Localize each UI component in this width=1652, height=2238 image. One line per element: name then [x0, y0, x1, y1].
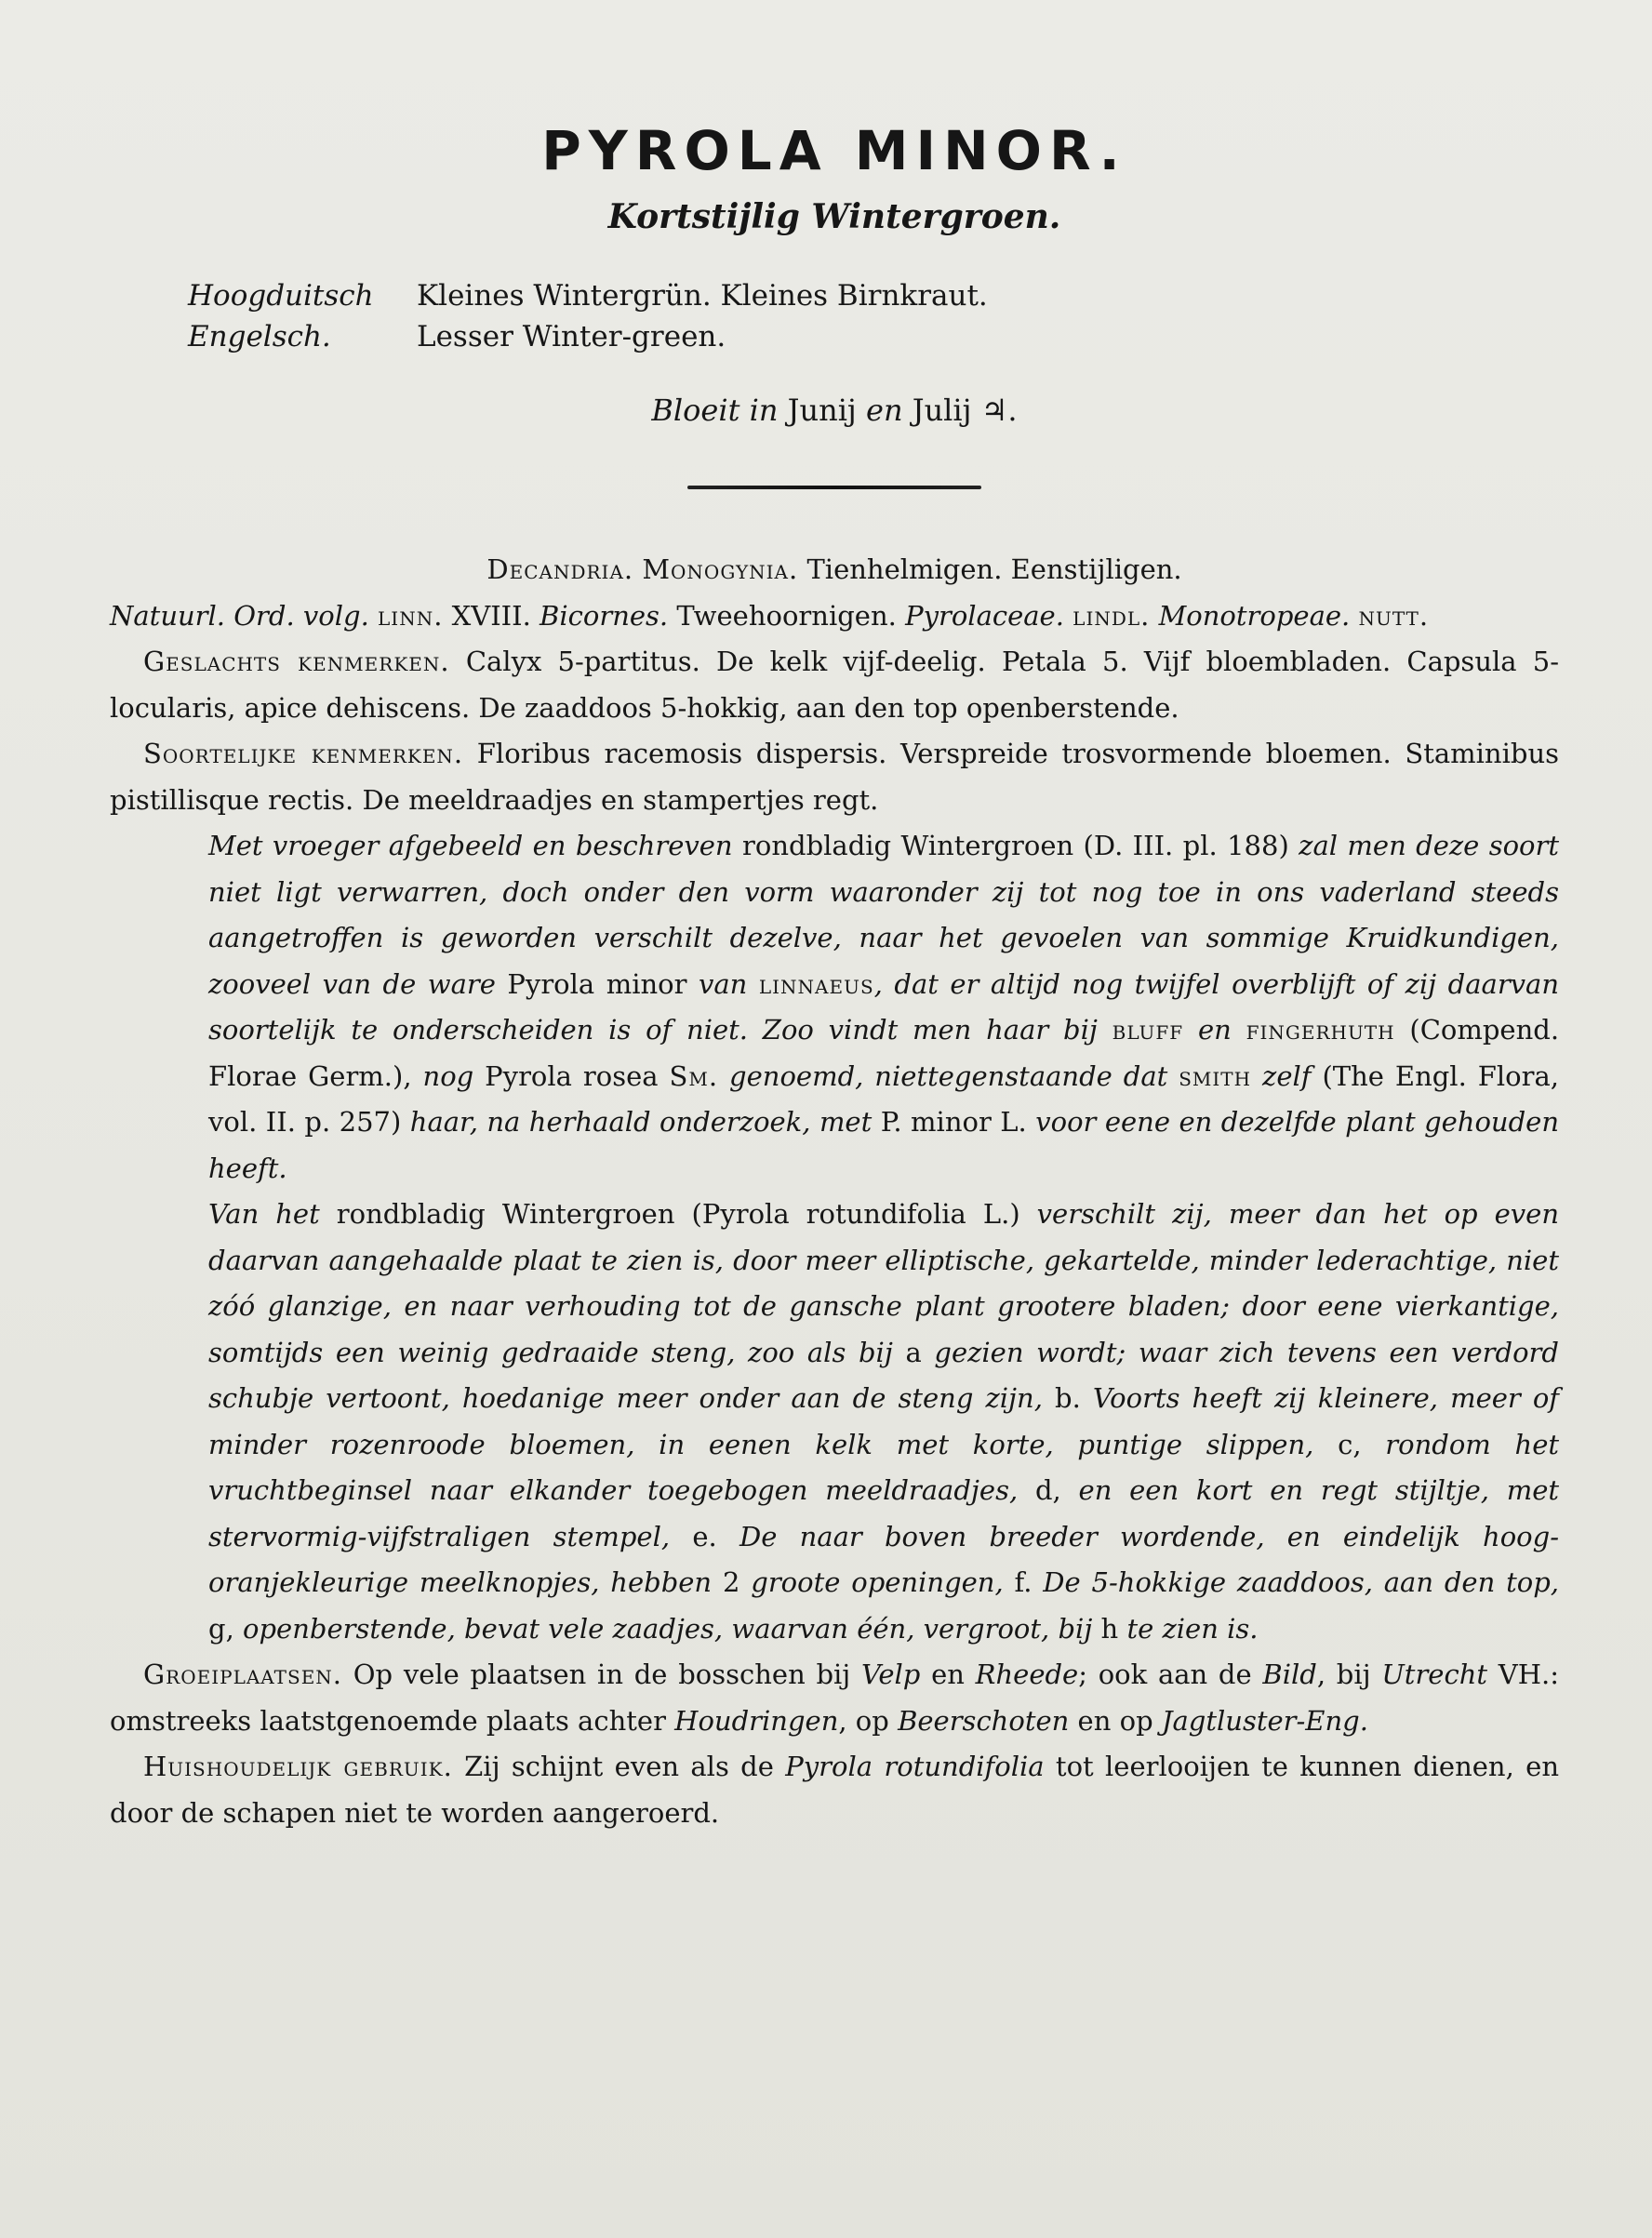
name-row	[188, 316, 988, 357]
household-use-paragraph	[110, 1744, 1559, 1836]
text-span: en	[1197, 1014, 1232, 1046]
natural-order-line	[110, 593, 1559, 640]
classification-line	[110, 547, 1559, 593]
vernacular-names	[188, 275, 988, 357]
figure-ref: d,	[1034, 1474, 1061, 1506]
classification-dutch: Tienhelmigen. Eenstijligen.	[806, 553, 1182, 585]
figure-ref: a	[905, 1336, 922, 1368]
order-dutch: Tweehoornigen.	[676, 599, 897, 632]
bloom-period	[110, 393, 1559, 428]
text-span: zal men deze soort niet ligt verwarren, doch onder den vorm waaronder zij tot nog toe in ons vaderland steeds aangetroffen is geworden verschilt dezelve, naar het gevoelen van sommige Kruidkundigen, zooveel van de ware	[208, 830, 1560, 1000]
page-title: PYROLA MINOR.	[541, 119, 1127, 182]
bloom-en: en	[866, 393, 903, 428]
bloom-in: in	[749, 393, 779, 428]
place-name: Rheede	[975, 1659, 1079, 1690]
author-name: linnaeus	[758, 967, 874, 1000]
text-span: en een kort en regt stijltje, met stervormig-vijfstraligen stempel,	[208, 1474, 1560, 1552]
order-number: XVIII.	[451, 599, 531, 632]
text-span: openberstende, bevat vele zaadjes, waarvan één, vergroot, bij	[243, 1612, 1093, 1645]
genus-characters	[110, 639, 1559, 731]
figure-ref: c,	[1338, 1428, 1362, 1460]
name-row	[188, 275, 988, 316]
text-span: Pyrola minor	[507, 967, 687, 1000]
text-span: (The Engl. Flora, vol. II. p. 257)	[208, 1059, 1559, 1138]
text-span: rondbladig Wintergroen (Pyrola rotundifolia L.)	[336, 1198, 1020, 1230]
figure-ref: g,	[208, 1612, 234, 1645]
species-name: Pyrola rotundifolia	[785, 1751, 1045, 1782]
text-span: Pyrola rosea	[485, 1059, 659, 1092]
text-span: verschilt zij, meer dan het op even daarvan aangehaalde plaat te zien is, door meer elliptische, gekartelde, minder lederachtige, niet zóó glanzige, en naar verhouding tot de gansche plant grootere bladen; door eene vierkantige, somtijds een weinig gedraaide steng, zoo als bij	[208, 1198, 1559, 1368]
perennial-symbol-icon: ♃.	[980, 393, 1018, 428]
habitat-label: Groeiplaatsen.	[143, 1659, 343, 1690]
text-span: rondbladig Wintergroen (D. III. pl. 188)	[742, 830, 1289, 861]
place-name: Jagtluster-Eng.	[1161, 1704, 1368, 1737]
text-span: gezien wordt; waar zich tevens een verdord schubje vertoont, hoedanige meer onder aan de steng zijn,	[208, 1336, 1559, 1414]
text-span: De naar boven breeder wordende, en eindelijk hoog-oranjekleurige meelknopjes, hebben	[208, 1520, 1560, 1598]
text-span: rondom het vruchtbeginsel naar elkander toegebogen meeldraadjes,	[208, 1428, 1560, 1506]
language-label: Engelsch.	[188, 320, 331, 353]
text-span: ; ook aan de	[1078, 1659, 1252, 1690]
author-lindl: lindl.	[1072, 599, 1151, 632]
species-text: Floribus racemosis dispersis. Verspreide trosvormende bloemen. Staminibus pistillisque rectis. De meeldraadjes en stampertjes regt.	[110, 738, 1560, 816]
bloom-month: Junij	[787, 393, 857, 428]
place-name: Velp	[861, 1659, 921, 1690]
class-name: Decandria.	[486, 553, 634, 585]
habitat-paragraph	[110, 1652, 1559, 1744]
place-name: Bild	[1262, 1659, 1317, 1690]
text-span: haar, na herhaald onderzoek, met	[409, 1106, 873, 1138]
order-monotropeae: Monotropeae.	[1158, 599, 1351, 632]
text-span: , dat er altijd nog twijfel overblijft of zij daarvan soortelijk te onderscheiden is of niet. Zoo vindt men haar bij	[208, 967, 1560, 1046]
genus-label: Geslachts kenmerken.	[143, 646, 450, 677]
text-span: De 5-hokkige zaaddoos, aan den top,	[1043, 1566, 1559, 1598]
language-label: Hoogduitsch	[188, 279, 374, 313]
text-span: , op	[838, 1704, 889, 1737]
text-span: P. minor L.	[880, 1106, 1027, 1138]
figure-ref: h	[1100, 1612, 1119, 1645]
text-span: te zien is.	[1126, 1612, 1259, 1645]
page-subtitle: Kortstijlig Wintergroen.	[607, 197, 1061, 236]
species-characters	[110, 731, 1559, 823]
text-span: nog	[422, 1059, 474, 1092]
text-span: groote openingen,	[751, 1566, 1004, 1598]
text-span: Voorts heeft zij kleinere, meer of minder rozenroode bloemen, in eenen kelk met korte, puntige slippen,	[208, 1382, 1560, 1460]
natural-order-label: Natuurl. Ord. volg.	[110, 599, 369, 632]
text-span: van	[699, 967, 748, 1000]
text-span: en	[931, 1659, 965, 1690]
use-label: Huishoudelijk gebruik.	[143, 1751, 453, 1782]
order-name: Monogynia.	[642, 553, 799, 585]
text-span: Op vele plaatsen in de bosschen bij	[353, 1659, 851, 1690]
text-span: Met vroeger afgebeeld en beschreven	[208, 830, 733, 861]
place-name: Utrecht	[1381, 1659, 1488, 1690]
figure-ref: e.	[692, 1520, 717, 1552]
bloom-month: Julij	[912, 393, 972, 428]
description-paragraph-1	[208, 823, 1559, 1192]
body-text	[110, 547, 1559, 1836]
bloom-prefix: Bloeit	[651, 393, 740, 428]
text-span: Zij schijnt even als de	[464, 1751, 774, 1782]
text-span: voor eene en dezelfde plant gehouden heeft.	[208, 1106, 1560, 1184]
author-name: smith	[1179, 1059, 1252, 1092]
text-span: en op	[1077, 1704, 1153, 1737]
author-name: Sm.	[669, 1059, 719, 1092]
figure-ref: b.	[1055, 1382, 1081, 1414]
text-span: zelf	[1262, 1059, 1312, 1092]
author-nutt: nutt.	[1358, 599, 1430, 632]
order-bicornes: Bicornes.	[540, 599, 669, 632]
vernacular-name: Lesser Winter-green.	[417, 320, 726, 353]
section-divider	[687, 486, 981, 489]
author-linn: linn.	[378, 599, 444, 632]
species-label: Soortelijke kenmerken.	[143, 738, 464, 769]
text-span: genoemd, niettegenstaande dat	[729, 1059, 1168, 1092]
author-name: bluff	[1112, 1014, 1184, 1046]
text-span: , bij	[1316, 1659, 1371, 1690]
collector-abbrev: VH.:	[1498, 1659, 1560, 1690]
description-paragraph-2	[208, 1192, 1559, 1652]
place-name: Beerschoten	[898, 1704, 1070, 1737]
text-span: 2	[722, 1566, 740, 1598]
text-span: (Compend. Florae Germ.),	[208, 1014, 1560, 1092]
text-span: omstreeks laatstgenoemde plaats achter	[110, 1704, 666, 1737]
text-span: tot leerlooijen te kunnen dienen, en door de schapen niet te worden aangeroerd.	[110, 1751, 1559, 1829]
text-span: Van het	[208, 1198, 320, 1230]
author-name: fingerhuth	[1246, 1014, 1395, 1046]
vernacular-name: Kleines Wintergrün. Kleines Birnkraut.	[417, 279, 988, 313]
genus-text: Calyx 5-partitus. De kelk vijf-deelig. Petala 5. Vijf bloembladen. Capsula 5-locularis, apice dehiscens. De zaaddoos 5-hokkig, aan den top openberstende.	[110, 646, 1559, 724]
figure-ref: f.	[1014, 1566, 1032, 1598]
order-pyrolaceae: Pyrolaceae.	[905, 599, 1064, 632]
place-name: Houdringen	[674, 1704, 839, 1737]
